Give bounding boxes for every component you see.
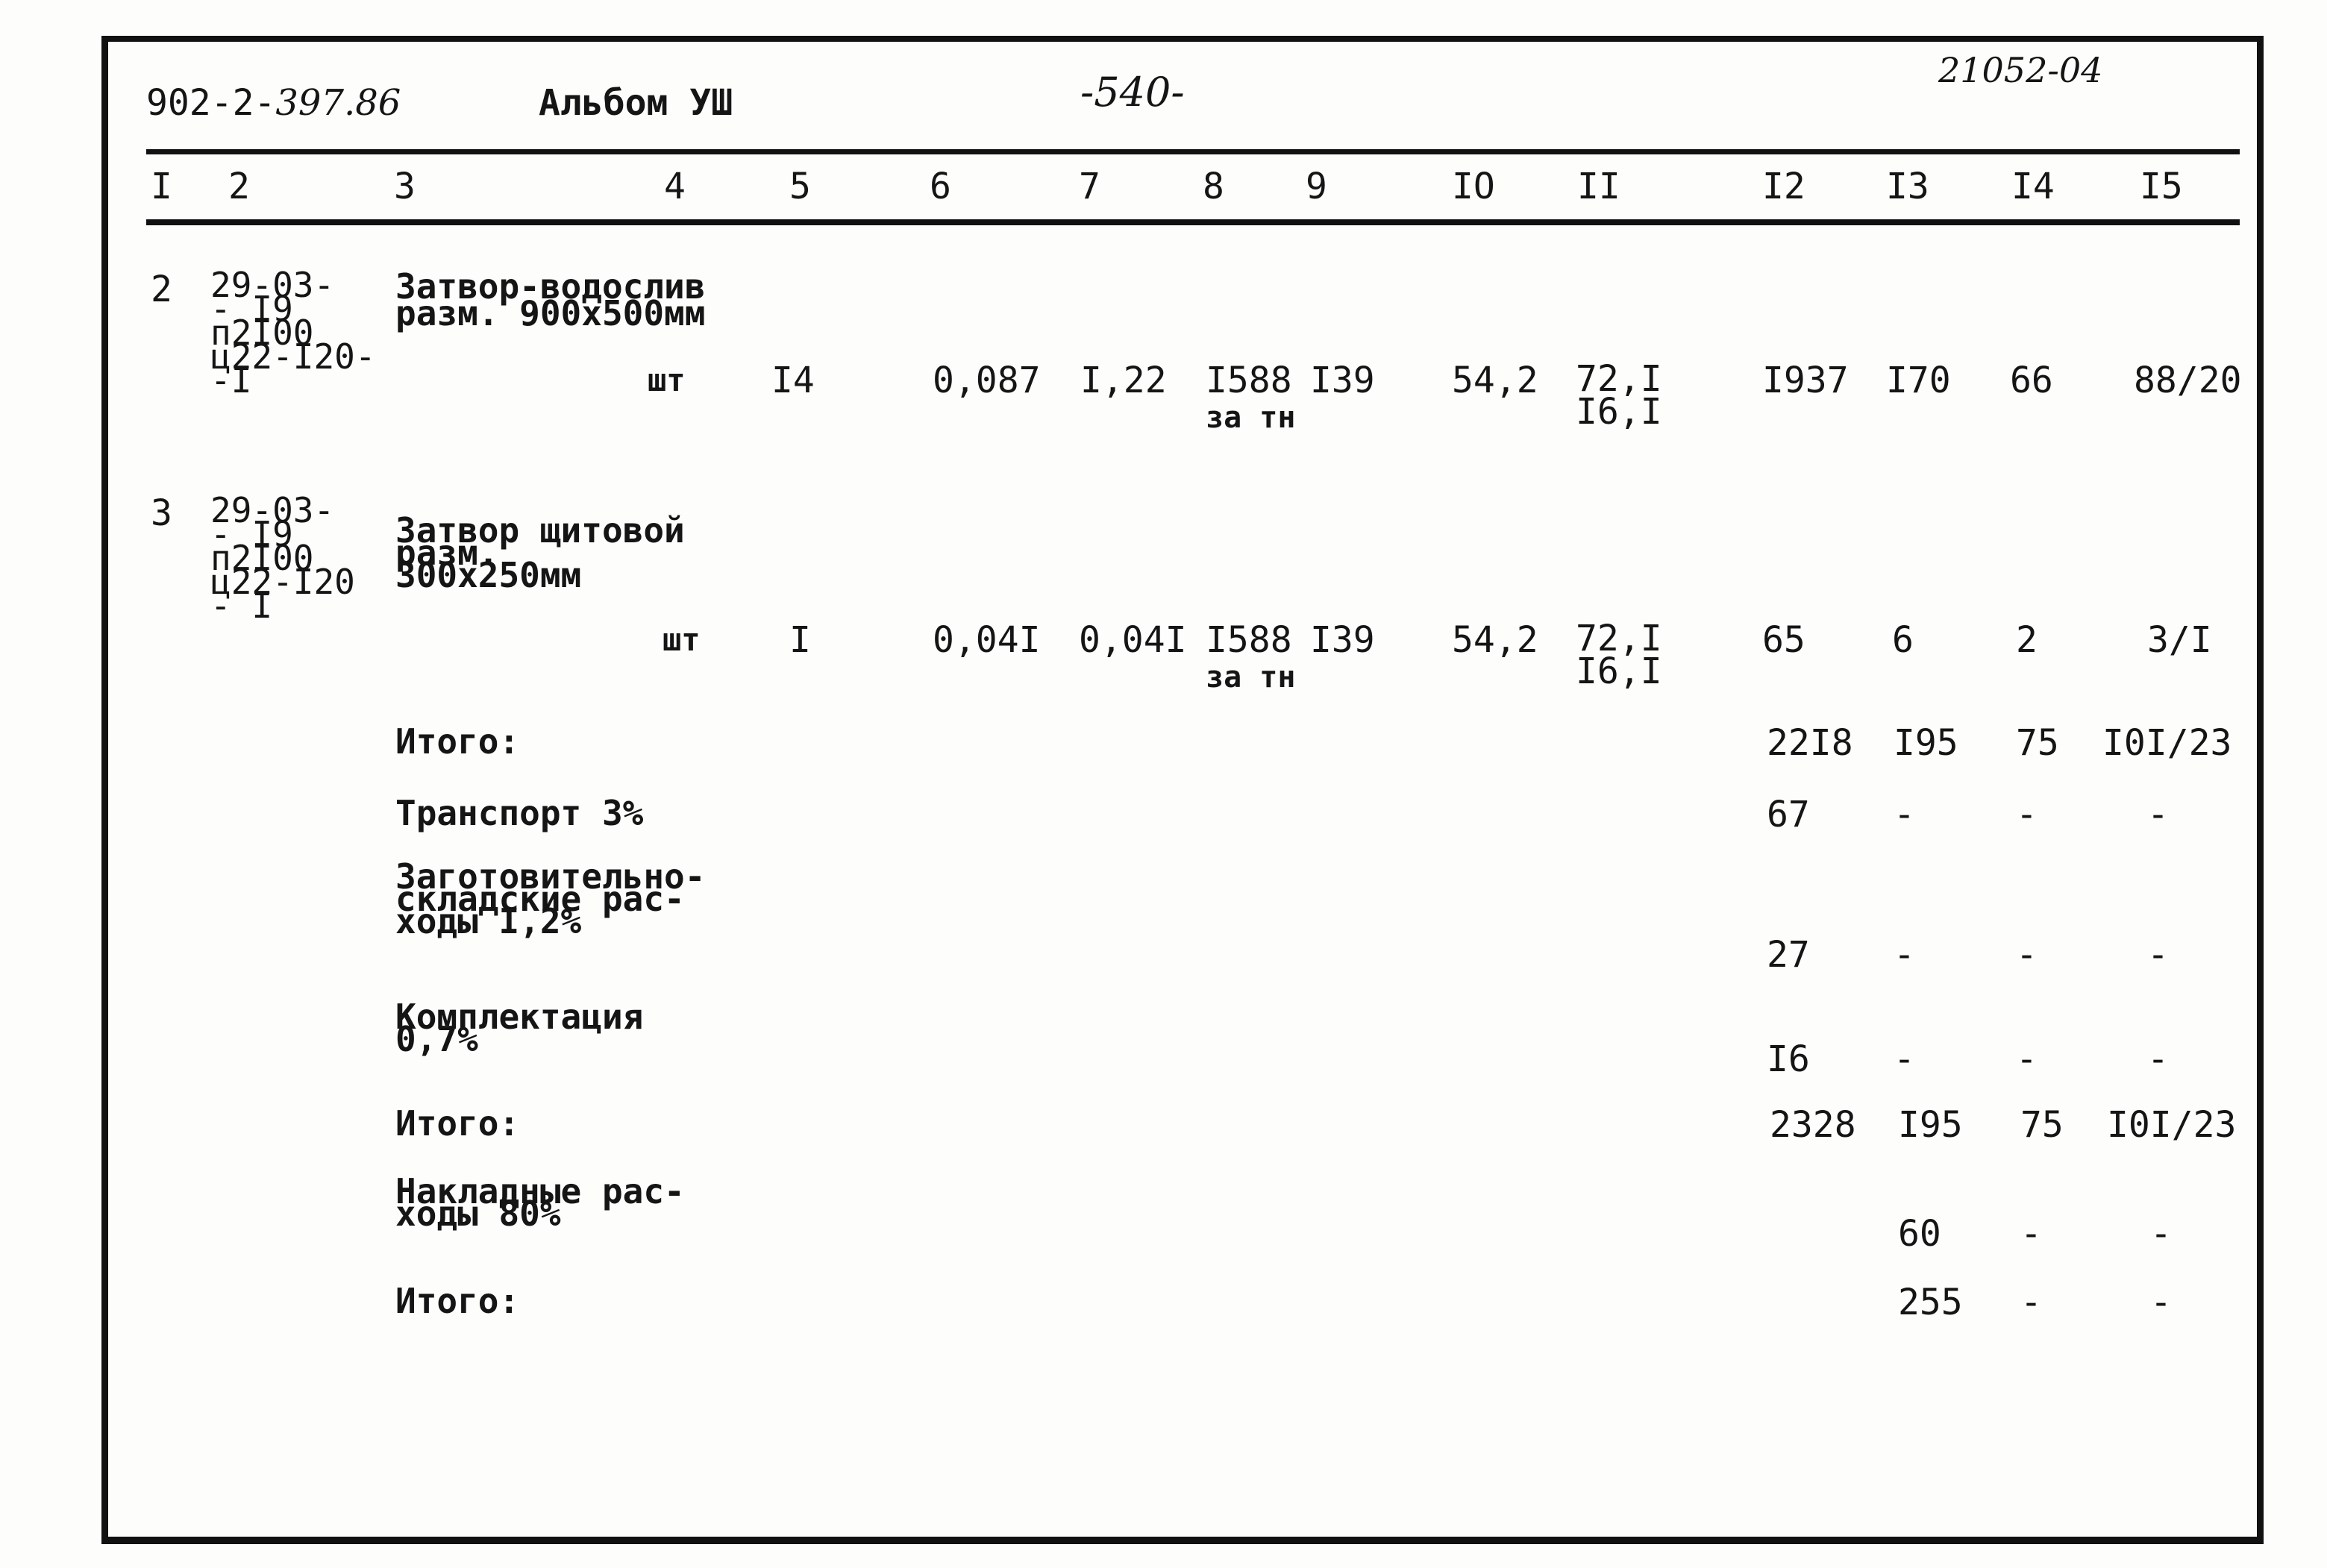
summary-label: Итого: (395, 1281, 520, 1321)
col10-value: 54,2 (1452, 619, 1538, 661)
doc-code-handwritten: 397.86 (275, 82, 401, 124)
page-number: -540- (1080, 69, 1185, 116)
summary-col15: I0I/23 (2107, 1104, 2237, 1146)
summary-col14: 75 (2020, 1104, 2064, 1146)
summary-col13: - (1894, 934, 1915, 976)
summary-col14: 75 (2016, 722, 2059, 764)
col-header: 8 (1203, 166, 1224, 207)
doc-code (146, 82, 401, 124)
summary-label: Итого: (395, 721, 520, 762)
summary-label: Накладные рас- ходы 80% (395, 1171, 685, 1234)
header-rule-bottom (146, 219, 2240, 225)
summary-col15: - (2147, 1038, 2169, 1080)
col-header: I2 (1762, 166, 1805, 207)
summary-col12: 67 (1767, 794, 1810, 835)
item-number: 2 (151, 269, 172, 310)
summary-col12: 27 (1767, 934, 1810, 976)
col-header: 2 (228, 166, 250, 207)
col14-value: 2 (2016, 619, 2038, 661)
item-number: 3 (151, 492, 172, 534)
summary-col13: 60 (1898, 1213, 1941, 1255)
summary-col13: - (1894, 1038, 1915, 1080)
col-header: I3 (1886, 166, 1929, 207)
col-header: 3 (394, 166, 416, 207)
summary-label: Итого: (395, 1103, 520, 1144)
summary-col15: - (2147, 934, 2169, 976)
col-header: II (1577, 166, 1620, 207)
summary-col15: - (2150, 1213, 2172, 1255)
col8-value: I588 (1206, 619, 1292, 661)
summary-col12: 22I8 (1767, 722, 1853, 764)
col14-value: 66 (2010, 360, 2053, 401)
col6-value: 0,087 (933, 360, 1041, 401)
summary-col13: I95 (1894, 722, 1958, 764)
col12-value: I937 (1762, 360, 1849, 401)
summary-col15: - (2147, 794, 2169, 835)
col-header: 4 (664, 166, 686, 207)
summary-col13: - (1894, 794, 1915, 835)
summary-col13: 255 (1898, 1282, 1963, 1323)
summary-col13: I95 (1898, 1104, 1963, 1146)
col13-value: 6 (1892, 619, 1914, 661)
summary-col15: - (2150, 1282, 2172, 1323)
item-code: 29-03- - I9 п2I00 ц22-I20- -I (210, 265, 376, 401)
col9-value: I39 (1310, 619, 1375, 661)
col7-value: 0,04I (1079, 619, 1187, 661)
col7-value: I,22 (1080, 360, 1167, 401)
item-name: Затвор щитовой разм. 300x250мм (395, 510, 685, 595)
summary-col15: I0I/23 (2102, 722, 2232, 764)
col-header: 7 (1079, 166, 1100, 207)
col11-value: 72,I I6,I (1576, 358, 1662, 433)
col-header: 5 (789, 166, 811, 207)
col8-9-note: за тн (1206, 660, 1296, 694)
col12-value: 65 (1762, 619, 1805, 661)
summary-label: Транспорт 3% (395, 793, 644, 833)
doc-code-printed: 902-2- (146, 82, 276, 124)
summary-col14: - (2016, 934, 2038, 976)
col-header: I (151, 166, 172, 207)
col-header: I5 (2140, 166, 2183, 207)
summary-col12: 2328 (1770, 1104, 1856, 1146)
col8-9-note: за тн (1206, 401, 1296, 435)
col-header: 9 (1306, 166, 1327, 207)
summary-col14: - (2016, 1038, 2038, 1080)
col10-value: 54,2 (1452, 360, 1538, 401)
unit: шт (663, 621, 701, 658)
col-header: I4 (2011, 166, 2055, 207)
quantity: I4 (771, 360, 815, 401)
summary-label: Комплектация 0,7% (395, 997, 644, 1059)
col8-value: I588 (1206, 360, 1292, 401)
col6-value: 0,04I (933, 619, 1041, 661)
col13-value: I70 (1886, 360, 1951, 401)
col15-value: 88/20 (2134, 360, 2242, 401)
album-label: Альбом УШ (539, 82, 733, 124)
header-rule-top (146, 149, 2240, 154)
registration-number: 21052-04 (1938, 50, 2103, 90)
summary-label: Заготовительно- складские рас- ходы I,2% (395, 856, 706, 941)
unit: шт (648, 362, 686, 398)
col15-value: 3/I (2147, 619, 2212, 661)
col11-value: 72,I I6,I (1576, 618, 1662, 692)
summary-col14: - (2020, 1282, 2042, 1323)
col-header: 6 (930, 166, 951, 207)
summary-col12: I6 (1767, 1038, 1810, 1080)
item-name: Затвор-водослив разм. 900x500мм (395, 266, 706, 333)
quantity: I (789, 619, 811, 661)
col-header: IO (1452, 166, 1495, 207)
summary-col14: - (2020, 1213, 2042, 1255)
col9-value: I39 (1310, 360, 1375, 401)
summary-col14: - (2016, 794, 2038, 835)
item-code: 29-03- - I9 п2I00 ц22-I20 - I (210, 490, 355, 626)
